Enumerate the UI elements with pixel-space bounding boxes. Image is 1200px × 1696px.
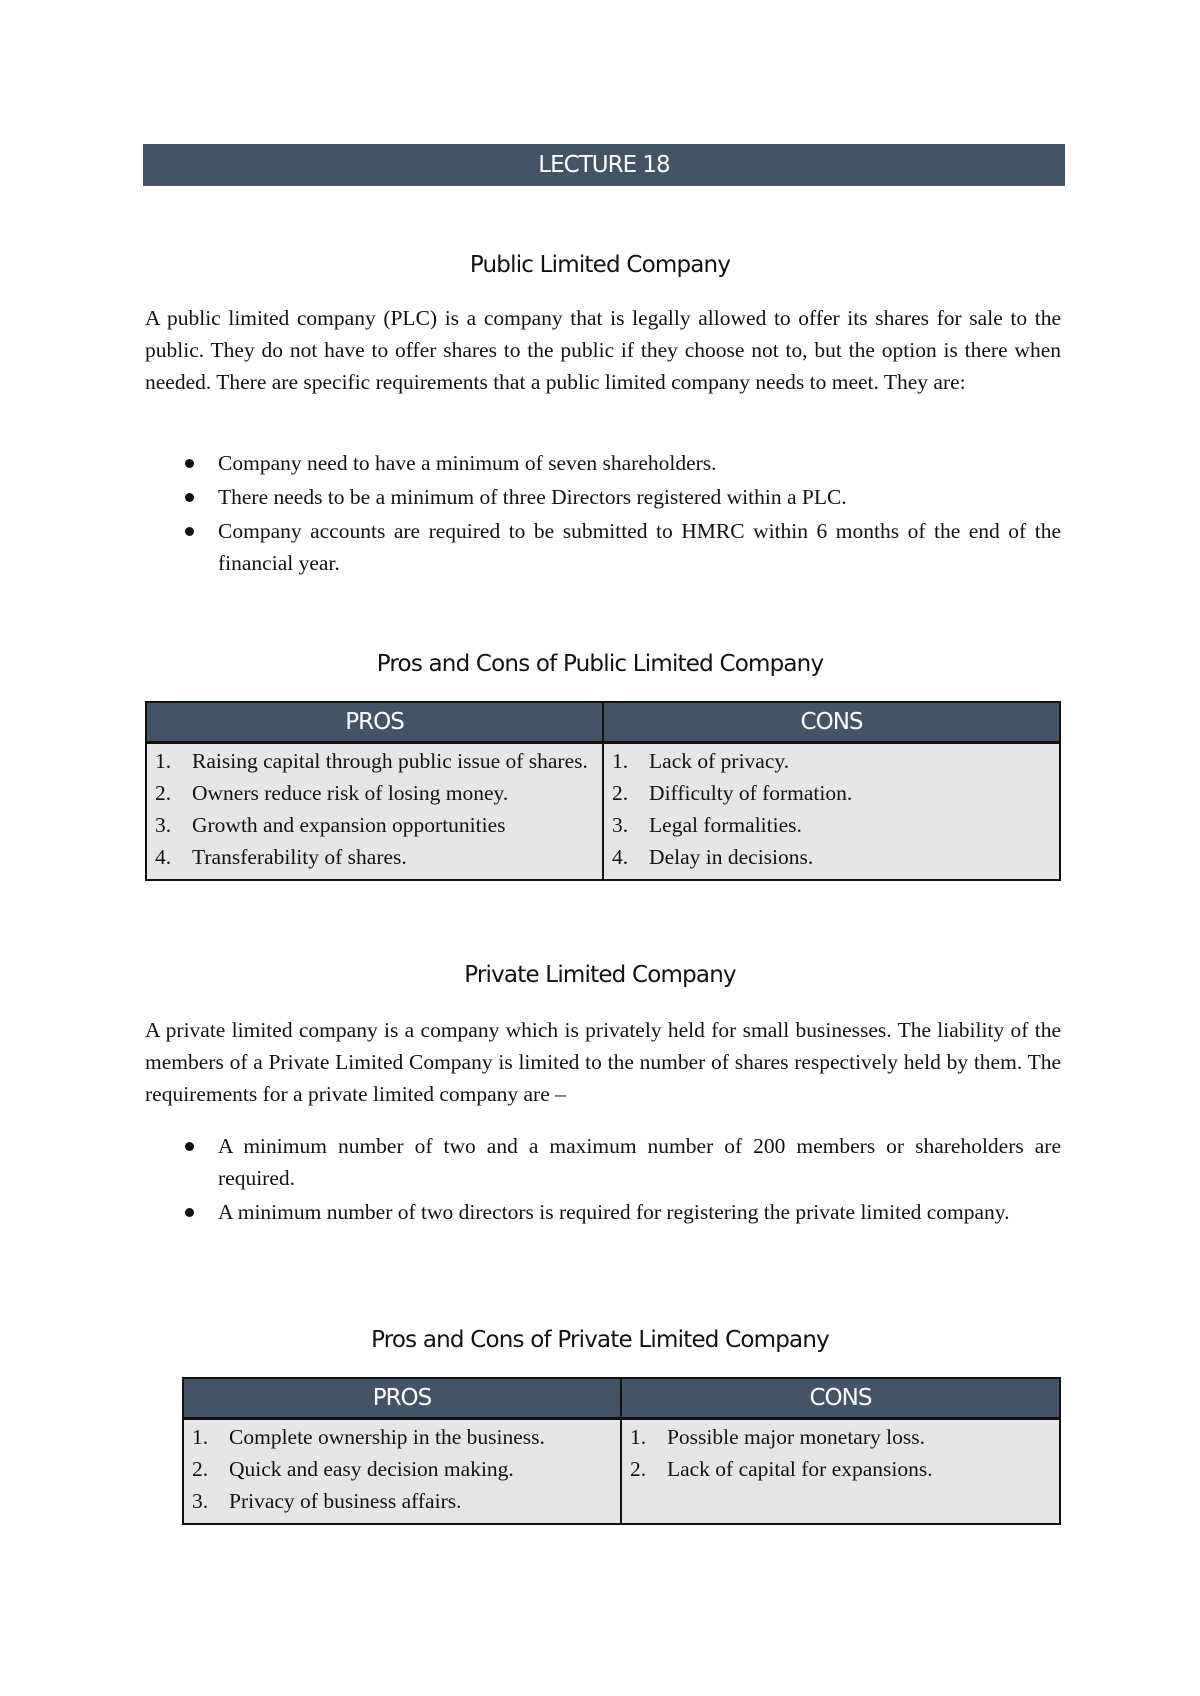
cons-cell xyxy=(603,743,1060,881)
list-item: A minimum number of two and a maximum number of 200 members or shareholders are required. xyxy=(145,1130,1061,1194)
list-item: 2. Difficulty of formation. xyxy=(612,781,853,805)
list-item: 2. Owners reduce risk of losing money. xyxy=(155,781,509,805)
list-item: 1. Raising capital through public issue of shares. xyxy=(155,749,588,773)
cons-header: CONS xyxy=(603,702,1060,743)
bullet-icon xyxy=(185,527,194,536)
pvt-heading: Private Limited Company xyxy=(464,962,736,988)
plc-requirements-list xyxy=(145,447,1061,581)
list-item: There needs to be a minimum of three Directors registered within a PLC. xyxy=(145,481,1061,513)
plc-pros-cons-table xyxy=(145,701,1061,881)
pvt-requirements-list xyxy=(145,1130,1061,1230)
cons-cell xyxy=(621,1419,1060,1525)
plc-paragraph: A public limited company (PLC) is a company that is legally allowed to offer its shares for sale to the public. They do not have to offer shares to the public if they choose not to, but the option is there when needed. There are specific requirements that a public limited company needs to meet. They are: xyxy=(145,306,1061,394)
bullet-icon xyxy=(185,1208,194,1217)
list-item: Company accounts are required to be submitted to HMRC within 6 months of the end of the financial year. xyxy=(145,515,1061,579)
list-item: 4. Delay in decisions. xyxy=(612,845,814,869)
pros-header: PROS xyxy=(183,1378,621,1419)
pvt-pros-cons-table xyxy=(182,1377,1061,1525)
pvt-paragraph: A private limited company is a company which is privately held for small businesses. The liability of the members of a Private Limited Company is limited to the number of shares respectively held by them. The requirements for a private limited company are – xyxy=(145,1018,1061,1106)
cons-header: CONS xyxy=(621,1378,1060,1419)
list-item: 1. Lack of privacy. xyxy=(612,749,790,773)
pros-header: PROS xyxy=(146,702,603,743)
bullet-icon xyxy=(185,493,194,502)
pvt-table-heading: Pros and Cons of Private Limited Company xyxy=(371,1327,829,1353)
list-item: 2. Quick and easy decision making. xyxy=(192,1457,514,1481)
list-item: Company need to have a minimum of seven shareholders. xyxy=(145,447,1061,479)
list-item: 3. Privacy of business affairs. xyxy=(192,1489,462,1513)
plc-heading: Public Limited Company xyxy=(469,252,731,278)
list-item: 2. Lack of capital for expansions. xyxy=(629,1457,933,1481)
list-item: A minimum number of two directors is required for registering the private limited company. xyxy=(145,1196,1061,1228)
list-item: 1. Complete ownership in the business. xyxy=(192,1425,545,1449)
pros-cell xyxy=(183,1419,621,1525)
list-item: 3. Growth and expansion opportunities xyxy=(155,813,506,837)
lecture-banner: LECTURE 18 xyxy=(143,144,1065,186)
plc-table-heading: Pros and Cons of Public Limited Company xyxy=(376,651,824,677)
bullet-icon xyxy=(185,1142,194,1151)
list-item: 4. Transferability of shares. xyxy=(155,845,407,869)
bullet-icon xyxy=(185,459,194,468)
pros-cell xyxy=(146,743,603,881)
list-item: 3. Legal formalities. xyxy=(612,813,802,837)
list-item: 1. Possible major monetary loss. xyxy=(629,1425,925,1449)
